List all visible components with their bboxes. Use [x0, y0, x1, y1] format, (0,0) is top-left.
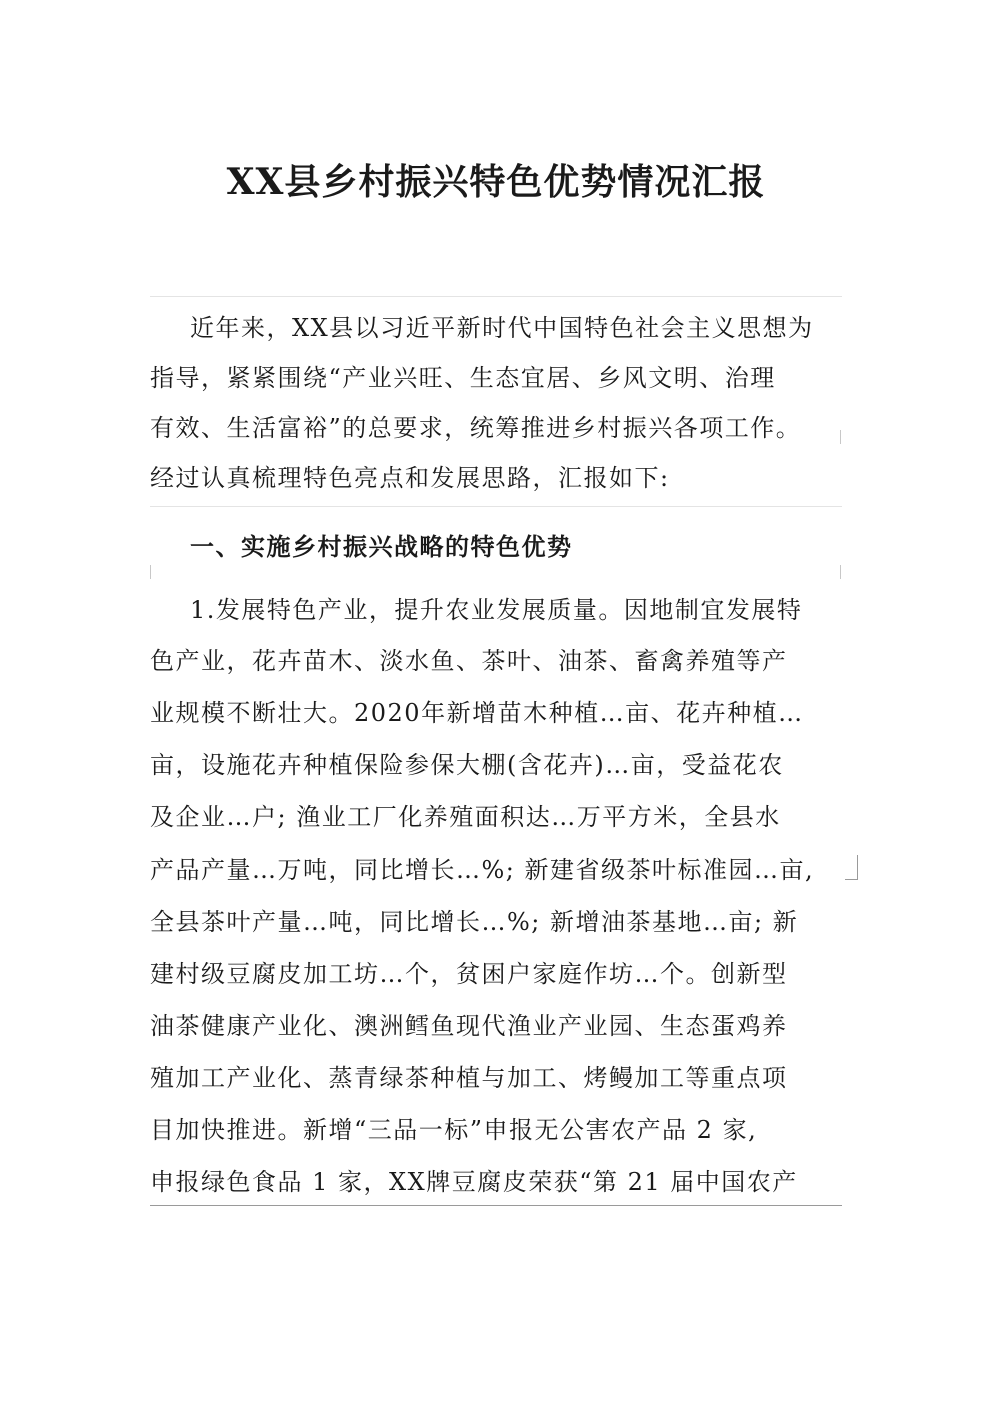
body-line-6: 产品产量…万吨，同比增长…%; 新建省级茶叶标准园…亩, — [150, 856, 815, 884]
guide-rule-top — [150, 296, 842, 297]
body-line-8: 建村级豆腐皮加工坊…个，贫困户家庭作坊…个。创新型 — [150, 960, 788, 988]
intro-line-3: 有效、生活富裕”的总要求，统筹推进乡村振兴各项工作。 — [150, 414, 802, 442]
body-line-12: 申报绿色食品 1 家，XX牌豆腐皮荣获“第 21 届中国农产 — [150, 1168, 798, 1196]
intro-line-2: 指导，紧紧围绕“产业兴旺、生态宜居、乡风文明、治理 — [150, 364, 776, 392]
body-line-1: 1.发展特色产业，提升农业发展质量。因地制宜发展特 — [190, 596, 803, 624]
body-line-5: 及企业…户; 渔业工厂化养殖面积达…万平方米，全县水 — [150, 803, 781, 831]
body-line-4: 亩，设施花卉种植保险参保大棚(含花卉)…亩，受益花农 — [150, 751, 784, 779]
guide-tick-right-2 — [840, 430, 841, 444]
body-line-7: 全县茶叶产量…吨，同比增长…%; 新增油茶基地…亩; 新 — [150, 908, 799, 936]
intro-line-1: 近年来，XX县以习近平新时代中国特色社会主义思想为 — [190, 314, 814, 342]
guide-rule-mid — [150, 506, 842, 507]
margin-corner-mark — [845, 855, 858, 880]
guide-tick-left — [150, 565, 151, 579]
intro-line-4: 经过认真梳理特色亮点和发展思路，汇报如下: — [150, 464, 670, 492]
body-line-2: 色产业，花卉苗木、淡水鱼、茶叶、油茶、畜禽养殖等产 — [150, 647, 788, 675]
body-line-10: 殖加工产业化、蒸青绿茶种植与加工、烤鳗加工等重点项 — [150, 1064, 788, 1092]
guide-tick-right — [840, 565, 841, 579]
section-heading: 一、实施乡村振兴战略的特色优势 — [190, 532, 573, 561]
body-line-11: 目加快推进。新增“三品一标”申报无公害农产品 2 家, — [150, 1116, 758, 1144]
body-line-3: 业规模不断壮大。2020年新增苗木种植…亩、花卉种植… — [150, 699, 804, 727]
body-line-9: 油茶健康产业化、澳洲鳕鱼现代渔业产业园、生态蛋鸡养 — [150, 1012, 788, 1040]
page-title: XX县乡村振兴特色优势情况汇报 — [226, 161, 766, 203]
